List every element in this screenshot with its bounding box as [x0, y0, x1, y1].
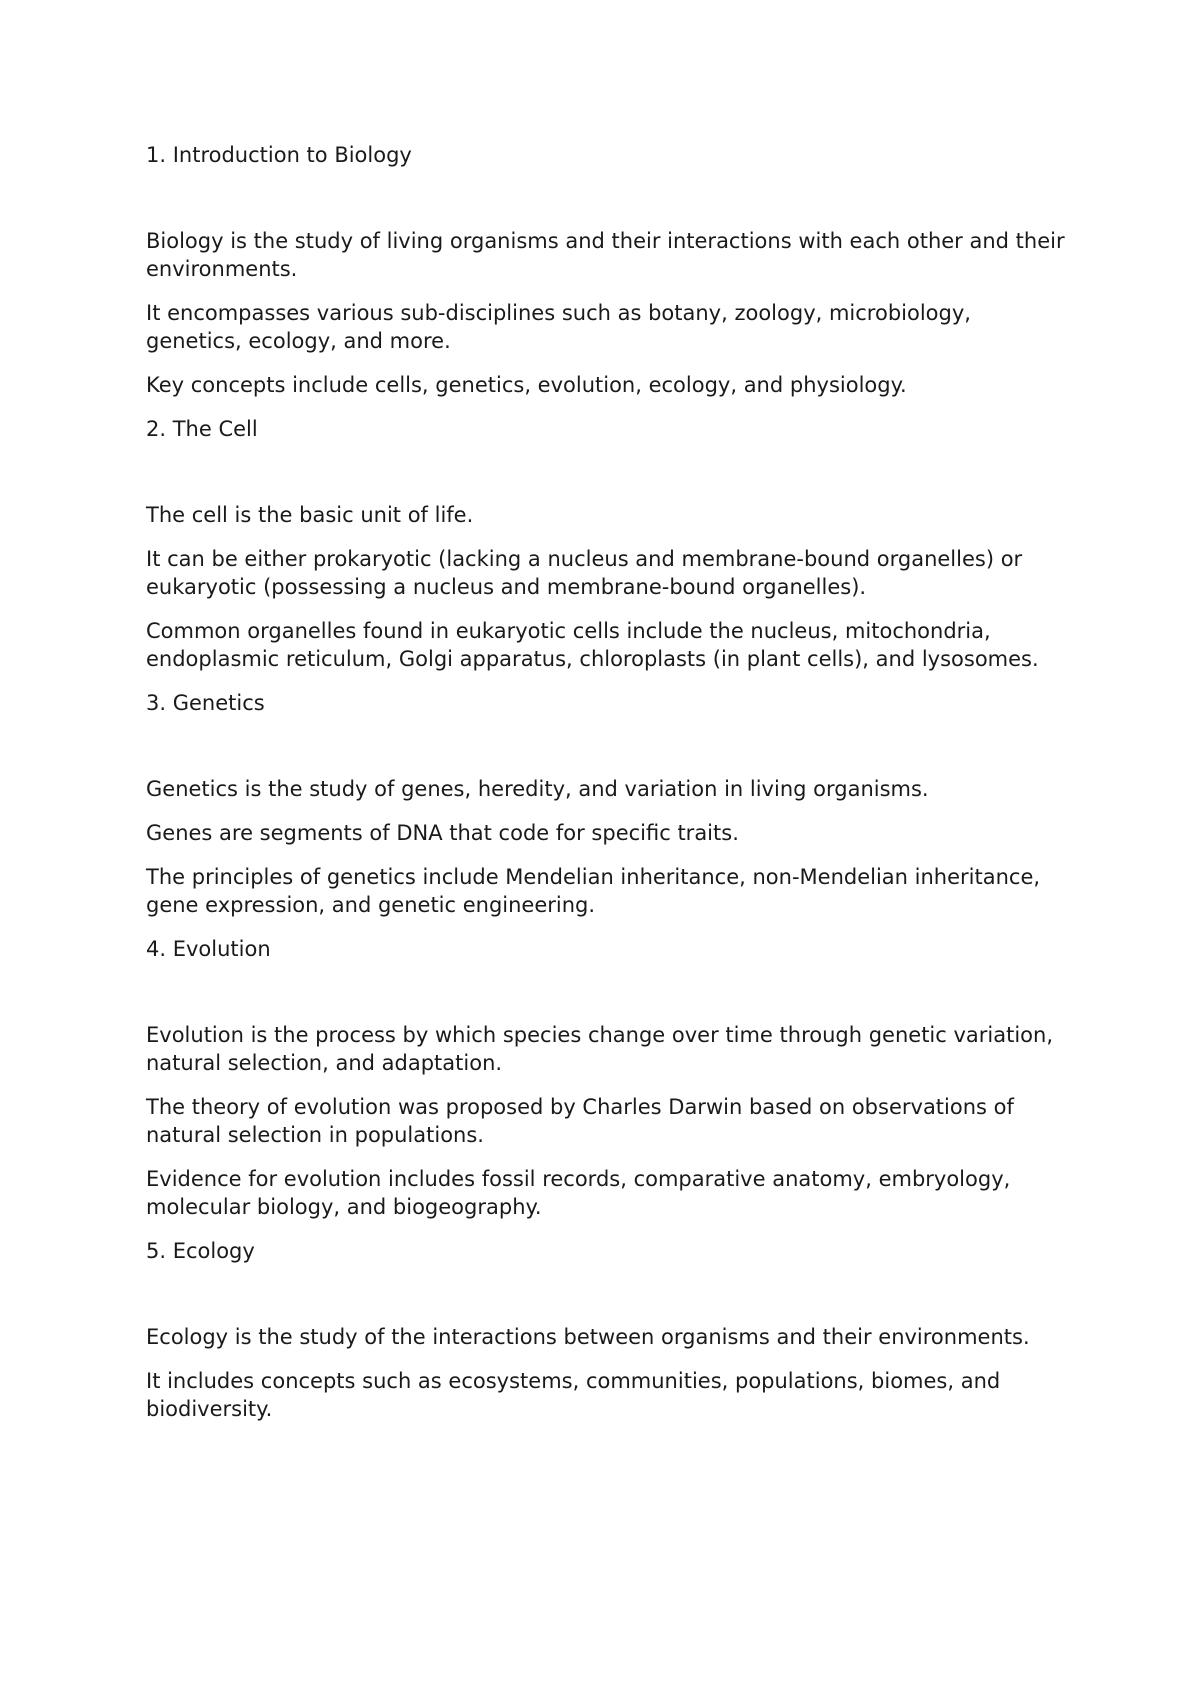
paragraph: Common organelles found in eukaryotic cells include the nucleus, mitochondria, endoplasmic reticulum, Golgi apparatus, chloroplasts (in plant cells), and lysosomes.: [146, 619, 1039, 671]
paragraph: Biology is the study of living organisms and their interactions with each other and their environments.: [146, 229, 1065, 281]
paragraph: It includes concepts such as ecosystems, communities, populations, biomes, and biodiversity.: [146, 1369, 1001, 1421]
section-heading: 2. The Cell: [146, 417, 258, 441]
paragraph: It can be either prokaryotic (lacking a nucleus and membrane-bound organelles) or eukaryotic (possessing a nucleus and membrane-bound organelles).: [146, 547, 1023, 599]
section-heading: 3. Genetics: [146, 691, 265, 715]
paragraph: Ecology is the study of the interactions between organisms and their environments.: [146, 1325, 1030, 1349]
section-heading: 5. Ecology: [146, 1239, 255, 1263]
section-ecology: [146, 1237, 1066, 1423]
paragraph: The cell is the basic unit of life.: [146, 503, 474, 527]
paragraph: It encompasses various sub-disciplines such as botany, zoology, microbiology, genetics, ecology, and more.: [146, 301, 971, 353]
section-heading: 4. Evolution: [146, 937, 271, 961]
document-page: [146, 141, 1066, 1439]
section-introduction: [146, 141, 1066, 399]
paragraph: The principles of genetics include Mendelian inheritance, non-Mendelian inheritance, gene expression, and genetic engineering.: [146, 865, 1041, 917]
paragraph: Evidence for evolution includes fossil records, comparative anatomy, embryology, molecular biology, and biogeography.: [146, 1167, 1011, 1219]
paragraph: Genetics is the study of genes, heredity, and variation in living organisms.: [146, 777, 929, 801]
paragraph: Genes are segments of DNA that code for specific traits.: [146, 821, 739, 845]
section-the-cell: [146, 415, 1066, 673]
section-genetics: [146, 689, 1066, 919]
paragraph: Key concepts include cells, genetics, evolution, ecology, and physiology.: [146, 373, 907, 397]
section-evolution: [146, 935, 1066, 1221]
paragraph: Evolution is the process by which species change over time through genetic variation, natural selection, and adaptation.: [146, 1023, 1054, 1075]
section-heading: 1. Introduction to Biology: [146, 143, 412, 167]
paragraph: The theory of evolution was proposed by Charles Darwin based on observations of natural selection in populations.: [146, 1095, 1014, 1147]
